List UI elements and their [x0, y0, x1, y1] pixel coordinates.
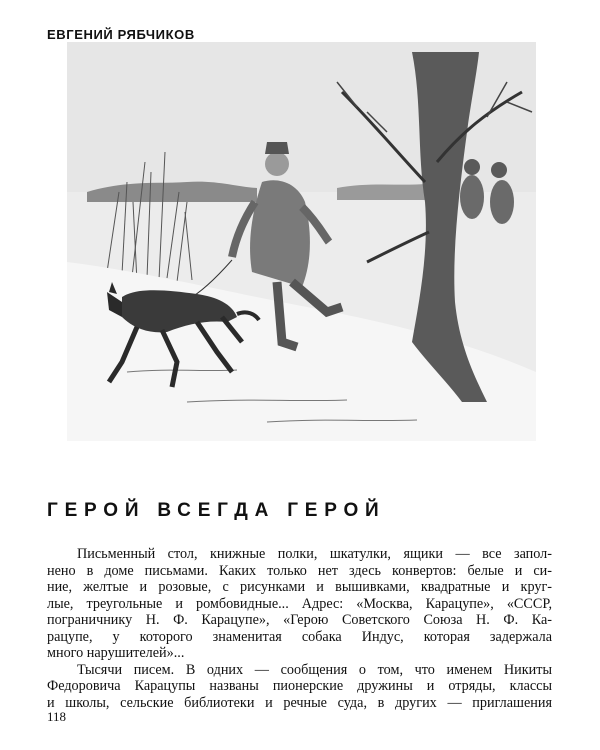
body-line: Письменный стол, книжные полки, шкатулки, ящики — все запол- [77, 546, 552, 562]
body-line: нено в доме письмами. Каких только нет здесь конвертов: белые и си- [47, 562, 552, 579]
body-line: ние, желтые и розовые, с рисунками и вышивками, квадратные и круг- [47, 579, 552, 595]
body-line: много нарушителей»... [47, 645, 185, 661]
page-number: 118 [47, 709, 67, 724]
body-line: Тысячи писем. В одних — сообщения о том, что именем Никиты [77, 661, 552, 678]
body-line: и школы, сельские библиотеки и речные суда, в других — приглашения [47, 694, 552, 711]
body-line: Федоровича Карацупы названы пионерские дружины и отряды, классы [47, 678, 552, 694]
article-body [47, 546, 552, 711]
body-line: пограничнику Н. Ф. Карацупе», «Герою Советского Союза Н. Ф. Ка- [47, 612, 552, 628]
body-line: лые, треугольные и ромбовидные... Адрес: «Москва, Карацупе», «СССР, [47, 595, 552, 612]
author-header: ЕВГЕНИЙ РЯБЧИКОВ [47, 27, 195, 42]
article-title: ГЕРОЙ ВСЕГДА ГЕРОЙ [47, 500, 386, 521]
illustration [67, 42, 536, 441]
body-line: рацупе, у которого знаменитая собака Индус, которая задержала [47, 628, 552, 645]
illustration-drawing [67, 42, 536, 441]
